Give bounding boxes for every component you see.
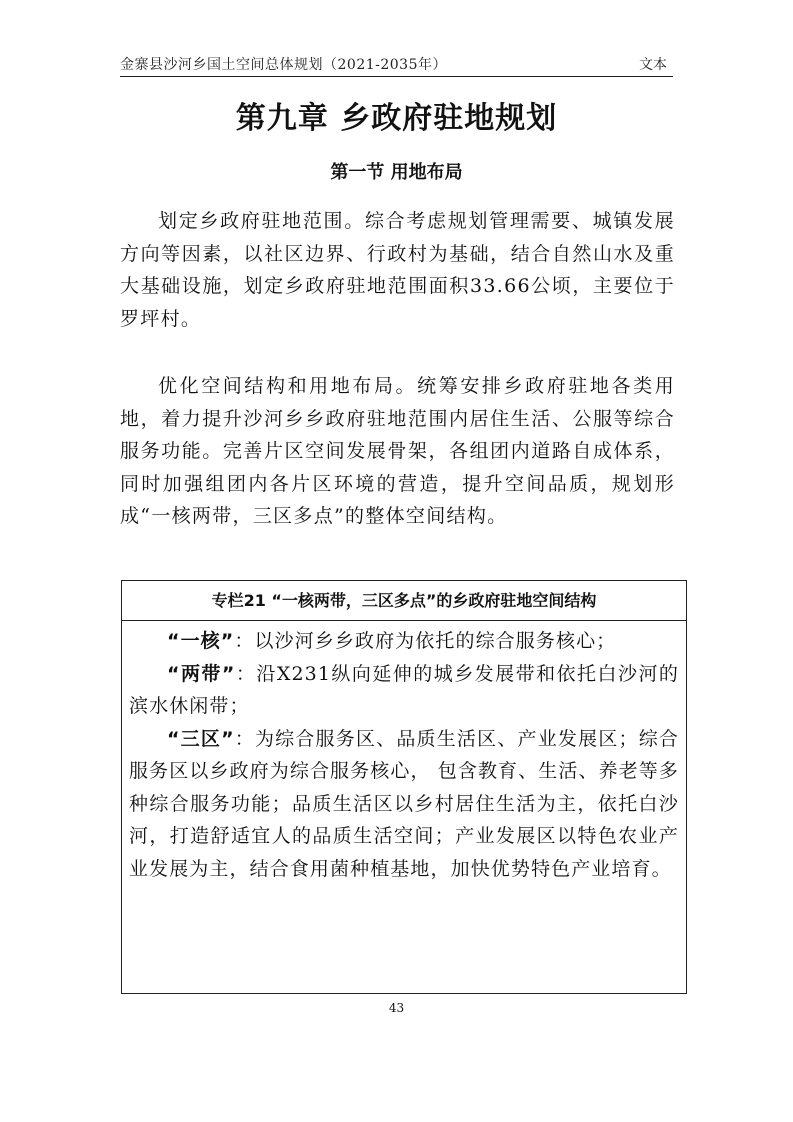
body-paragraph-2: 优化空间结构和用地布局。统筹安排乡政府驻地各类用地，着力提升沙河乡乡政府驻地范围内居住生活、公服等综合服务功能。完善片区空间发展骨架，各组团内道路自成体系，同时加强组团内各片区环境的营造，提升空间品质，规划形成“一核两带，三区多点”的整体空间结构。 [120, 375, 675, 527]
column-box-body [122, 621, 686, 885]
header-document-type: 文本 [639, 57, 667, 73]
box-item-term: “两带” [167, 662, 236, 685]
box-item-term: “三区” [167, 727, 235, 750]
box-item-text: ：为综合服务区、品质生活区、产业发展区；综合服务区以乡政府为综合服务核心， 包含教育、生活、养老等多种综合服务功能；品质生活区以乡村居住生活为主，依托白沙河，打造舒适宜人的品质生活空间；产业发展区以特色农业产业发展为主，结合食用菌种植基地，加快优势特色产业培育。 [129, 727, 680, 880]
box-item-text: ：沿X231纵向延伸的城乡发展带和依托白沙河的滨水休闲带； [129, 662, 680, 717]
box-item-three-zones [129, 723, 679, 886]
box-item-text: ：以沙河乡乡政府为依托的综合服务核心； [234, 630, 617, 652]
body-paragraph-1: 划定乡政府驻地范围。综合考虑规划管理需要、城镇发展方向等因素，以社区边界、行政村为基础，结合自然山水及重大基础设施，划定乡政府驻地范围面积33.66公顷，主要位于罗坪村。 [120, 210, 675, 330]
column-box-21 [121, 580, 687, 994]
running-header [120, 54, 673, 77]
column-box-title: 专栏21 “一核两带，三区多点”的乡政府驻地空间结构 [122, 581, 686, 621]
page-number: 43 [388, 1001, 405, 1015]
box-item-term: “一核” [167, 630, 235, 652]
header-document-title: 金寨县沙河乡国土空间总体规划（2021-2035年） [120, 57, 447, 73]
chapter-title: 第九章 乡政府驻地规划 [235, 101, 558, 136]
section-title: 第一节 用地布局 [330, 162, 463, 183]
box-item-one-core [129, 625, 679, 658]
box-item-two-belts [129, 658, 679, 723]
